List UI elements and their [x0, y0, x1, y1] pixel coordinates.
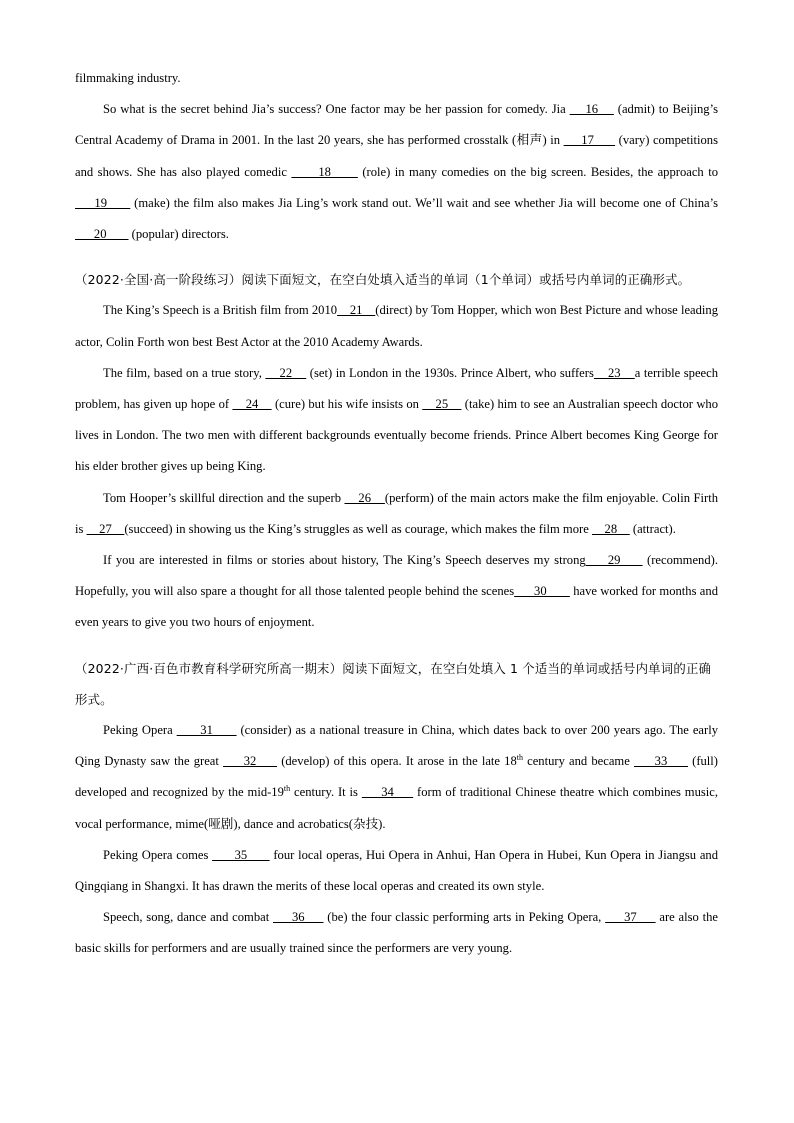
blank-20[interactable]: 20 [75, 227, 129, 242]
blank-17[interactable]: 17 [563, 133, 616, 148]
superscript-th: th [283, 784, 291, 794]
paragraph-peking-opera-2: Peking Opera comes 35 four local operas, Hui Opera in Anhui, Han Opera in Hubei, Kun Opera in Jiangsu and Qingqiang in Shangxi. It has drawn the merits of these local operas and created its own style. [75, 847, 719, 894]
section-gap [75, 250, 718, 264]
paragraph-kings-speech-1: The King’s Speech is a British film from 2010 21 (direct) by Tom Hopper, which won Best Picture and whose leading actor, Colin Forth won best Best Actor at the 2010 Academy Awards. [75, 303, 719, 349]
blank-24[interactable]: 24 [232, 397, 272, 412]
blank-36[interactable]: 36 [273, 910, 324, 925]
blank-33[interactable]: 33 [633, 754, 688, 769]
blank-27[interactable]: 27 [86, 521, 125, 536]
blank-22[interactable]: 22 [265, 365, 307, 380]
blank-18[interactable]: 18 [291, 164, 358, 179]
blank-23[interactable]: 23 [593, 365, 635, 380]
paragraph-peking-opera-1: Peking Opera 31 (consider) as a national treasure in China, which dates back to over 200 years ago. The early Qing Dynasty saw the great 32 (develop) of this opera. It arose in the late 18th century and became 33 (full) developed and recognized by the mid-19th century. It is 34 form of traditional Chinese theatre which combines music, vocal performance, mime(哑剧), dance and acrobatics(杂技). [75, 723, 719, 831]
blank-19[interactable]: 19 [75, 195, 131, 210]
exercise-heading-2: （2022·广西·百色市教育科学研究所高一期末）阅读下面短文，在空白处填入 1 个适当的单词或括号内单词的正确形式。 [75, 660, 712, 707]
blank-35[interactable]: 35 [212, 847, 270, 862]
paragraph-intro-end: filmmaking industry. [75, 71, 181, 85]
paragraph-jia-ling: So what is the secret behind Jia’s success? One factor may be her passion for comedy. Jia 16 (admit) to Beijing’s Central Academy of Drama in 2001. In the last 20 years, she has performed crosstalk (相声) in 17 (vary) competitions and shows. She has also played comedic 18 (role) in many comedies on the big screen. Besides, the approach to 19 (make) the film also makes Jia Ling’s work stand out. We’ll wait and see whether Jia will become one of China’s 20 (popular) directors. [75, 102, 719, 242]
blank-16[interactable]: 16 [569, 102, 614, 117]
blank-28[interactable]: 28 [591, 521, 630, 536]
paragraph-kings-speech-3: Tom Hooper’s skillful direction and the superb 26 (perform) of the main actors make the film enjoyable. Colin Firth is 27 (succeed) in showing us the King’s struggles as well as courage, which makes the film more 28 (attract). [75, 490, 718, 536]
superscript-th: th [516, 753, 523, 763]
blank-25[interactable]: 25 [422, 397, 462, 412]
exercise-heading-1: （2022·全国·高一阶段练习）阅读下面短文，在空白处填入适当的单词（1个单词）或括号内单词的正确形式。 [75, 272, 691, 288]
blank-32[interactable]: 32 [223, 754, 278, 769]
blank-26[interactable]: 26 [344, 490, 385, 505]
blank-29[interactable]: 29 [585, 553, 643, 568]
document-page [75, 63, 718, 965]
paragraph-kings-speech-2: The film, based on a true story, 22 (set) in London in the 1930s. Prince Albert, who suffers 23 a terrible speech problem, has given up hope of 24 (cure) but his wife insists on 25 (take) him to see an Australian speech doctor who lives in London. The two men with different backgrounds eventually become friends. Prince Albert becomes King George for his elder brother gives up being King. [75, 365, 719, 474]
blank-21[interactable]: 21 [337, 303, 376, 318]
blank-30[interactable]: 30 [514, 584, 570, 599]
blank-31[interactable]: 31 [176, 723, 237, 738]
paragraph-kings-speech-4: If you are interested in films or stories about history, The King’s Speech deserves my strong 29 (recommend). Hopefully, you will also spare a thought for all those talented people behind the scenes 30 have worked for months and even years to give you two hours of enjoyment. [75, 553, 718, 630]
section-gap [75, 639, 718, 653]
blank-37[interactable]: 37 [605, 910, 656, 925]
blank-34[interactable]: 34 [361, 785, 414, 800]
paragraph-peking-opera-3: Speech, song, dance and combat 36 (be) the four classic performing arts in Peking Opera, 37 are also the basic skills for performers and are usually trained since the performers are very young. [75, 910, 719, 956]
